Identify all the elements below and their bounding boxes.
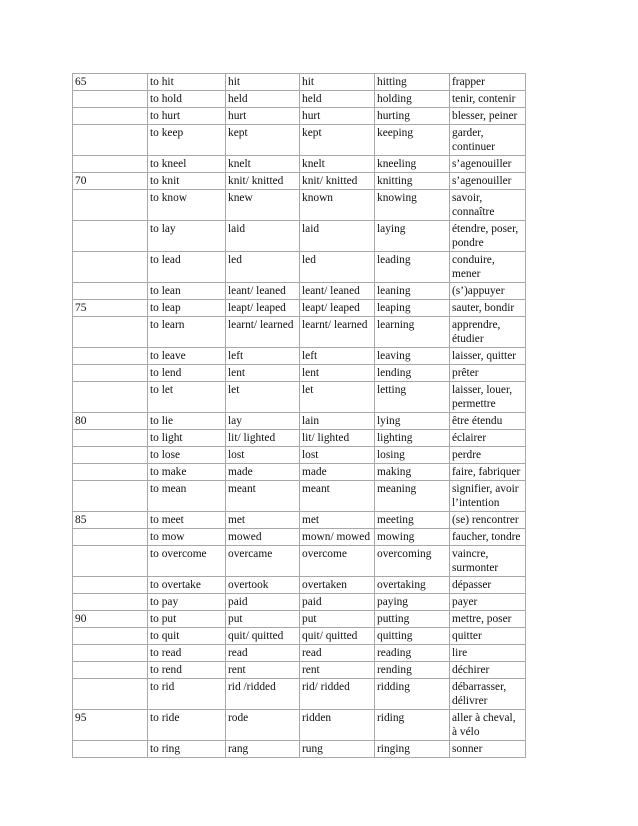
infinitive-cell: to light bbox=[148, 430, 226, 447]
table-row bbox=[73, 710, 526, 741]
present-participle-cell: meeting bbox=[375, 512, 450, 529]
past-participle-cell: read bbox=[300, 645, 375, 662]
infinitive-cell: to lay bbox=[148, 221, 226, 252]
past-participle-cell: left bbox=[300, 348, 375, 365]
table-row bbox=[73, 679, 526, 710]
infinitive-cell: to know bbox=[148, 190, 226, 221]
present-participle-cell: mowing bbox=[375, 529, 450, 546]
table-row bbox=[73, 447, 526, 464]
french-translation-cell: aller à cheval, à vélo bbox=[450, 710, 526, 741]
past-tense-cell: led bbox=[226, 252, 300, 283]
present-participle-cell: quitting bbox=[375, 628, 450, 645]
past-tense-cell: knit/ knitted bbox=[226, 173, 300, 190]
infinitive-cell: to put bbox=[148, 611, 226, 628]
french-translation-cell: mettre, poser bbox=[450, 611, 526, 628]
past-tense-cell: overtook bbox=[226, 577, 300, 594]
present-participle-cell: overcoming bbox=[375, 546, 450, 577]
infinitive-cell: to knit bbox=[148, 173, 226, 190]
infinitive-cell: to kneel bbox=[148, 156, 226, 173]
infinitive-cell: to read bbox=[148, 645, 226, 662]
table-row bbox=[73, 529, 526, 546]
table-row bbox=[73, 430, 526, 447]
present-participle-cell: losing bbox=[375, 447, 450, 464]
present-participle-cell: paying bbox=[375, 594, 450, 611]
row-number-cell bbox=[73, 190, 148, 221]
present-participle-cell: ringing bbox=[375, 741, 450, 758]
row-number-cell bbox=[73, 481, 148, 512]
past-tense-cell: leant/ leaned bbox=[226, 283, 300, 300]
row-number-cell bbox=[73, 546, 148, 577]
table-row bbox=[73, 464, 526, 481]
french-translation-cell: sonner bbox=[450, 741, 526, 758]
past-participle-cell: put bbox=[300, 611, 375, 628]
past-participle-cell: rung bbox=[300, 741, 375, 758]
row-number-cell bbox=[73, 382, 148, 413]
present-participle-cell: reading bbox=[375, 645, 450, 662]
past-participle-cell: lent bbox=[300, 365, 375, 382]
past-tense-cell: quit/ quitted bbox=[226, 628, 300, 645]
infinitive-cell: to hold bbox=[148, 91, 226, 108]
french-translation-cell: blesser, peiner bbox=[450, 108, 526, 125]
past-tense-cell: made bbox=[226, 464, 300, 481]
table-row bbox=[73, 512, 526, 529]
row-number-cell: 80 bbox=[73, 413, 148, 430]
row-number-cell: 75 bbox=[73, 300, 148, 317]
infinitive-cell: to overtake bbox=[148, 577, 226, 594]
row-number-cell: 90 bbox=[73, 611, 148, 628]
french-translation-cell: s’agenouiller bbox=[450, 156, 526, 173]
french-translation-cell: étendre, poser, pondre bbox=[450, 221, 526, 252]
present-participle-cell: kneeling bbox=[375, 156, 450, 173]
past-participle-cell: held bbox=[300, 91, 375, 108]
table-row bbox=[73, 365, 526, 382]
present-participle-cell: knitting bbox=[375, 173, 450, 190]
present-participle-cell: making bbox=[375, 464, 450, 481]
past-participle-cell: paid bbox=[300, 594, 375, 611]
table-row bbox=[73, 74, 526, 91]
row-number-cell bbox=[73, 464, 148, 481]
present-participle-cell: leaping bbox=[375, 300, 450, 317]
past-tense-cell: met bbox=[226, 512, 300, 529]
row-number-cell bbox=[73, 317, 148, 348]
infinitive-cell: to ring bbox=[148, 741, 226, 758]
table-row bbox=[73, 413, 526, 430]
present-participle-cell: lending bbox=[375, 365, 450, 382]
past-tense-cell: rid /ridded bbox=[226, 679, 300, 710]
infinitive-cell: to keep bbox=[148, 125, 226, 156]
present-participle-cell: leading bbox=[375, 252, 450, 283]
table-row bbox=[73, 611, 526, 628]
table-row bbox=[73, 382, 526, 413]
row-number-cell bbox=[73, 125, 148, 156]
french-translation-cell: faucher, tondre bbox=[450, 529, 526, 546]
row-number-cell bbox=[73, 283, 148, 300]
table-row bbox=[73, 300, 526, 317]
french-translation-cell: tenir, contenir bbox=[450, 91, 526, 108]
past-tense-cell: hit bbox=[226, 74, 300, 91]
past-participle-cell: hurt bbox=[300, 108, 375, 125]
table-row bbox=[73, 190, 526, 221]
table-row bbox=[73, 108, 526, 125]
table-row bbox=[73, 283, 526, 300]
infinitive-cell: to meet bbox=[148, 512, 226, 529]
past-tense-cell: lent bbox=[226, 365, 300, 382]
present-participle-cell: overtaking bbox=[375, 577, 450, 594]
row-number-cell bbox=[73, 365, 148, 382]
past-tense-cell: lay bbox=[226, 413, 300, 430]
table-row bbox=[73, 252, 526, 283]
row-number-cell bbox=[73, 221, 148, 252]
french-translation-cell: apprendre, étudier bbox=[450, 317, 526, 348]
infinitive-cell: to let bbox=[148, 382, 226, 413]
row-number-cell: 85 bbox=[73, 512, 148, 529]
french-translation-cell: (s’)appuyer bbox=[450, 283, 526, 300]
past-participle-cell: quit/ quitted bbox=[300, 628, 375, 645]
table-row bbox=[73, 125, 526, 156]
past-participle-cell: met bbox=[300, 512, 375, 529]
infinitive-cell: to pay bbox=[148, 594, 226, 611]
row-number-cell bbox=[73, 91, 148, 108]
past-tense-cell: lit/ lighted bbox=[226, 430, 300, 447]
french-translation-cell: sauter, bondir bbox=[450, 300, 526, 317]
present-participle-cell: ridding bbox=[375, 679, 450, 710]
infinitive-cell: to rid bbox=[148, 679, 226, 710]
present-participle-cell: hitting bbox=[375, 74, 450, 91]
french-translation-cell: savoir, connaître bbox=[450, 190, 526, 221]
present-participle-cell: letting bbox=[375, 382, 450, 413]
past-participle-cell: lain bbox=[300, 413, 375, 430]
french-translation-cell: laisser, quitter bbox=[450, 348, 526, 365]
row-number-cell: 70 bbox=[73, 173, 148, 190]
table-row bbox=[73, 91, 526, 108]
table-row bbox=[73, 546, 526, 577]
present-participle-cell: meaning bbox=[375, 481, 450, 512]
row-number-cell bbox=[73, 741, 148, 758]
table-row bbox=[73, 156, 526, 173]
french-translation-cell: faire, fabriquer bbox=[450, 464, 526, 481]
row-number-cell bbox=[73, 252, 148, 283]
present-participle-cell: lighting bbox=[375, 430, 450, 447]
table-row bbox=[73, 628, 526, 645]
past-tense-cell: paid bbox=[226, 594, 300, 611]
past-participle-cell: overcome bbox=[300, 546, 375, 577]
infinitive-cell: to overcome bbox=[148, 546, 226, 577]
table-row bbox=[73, 348, 526, 365]
french-translation-cell: laisser, louer, permettre bbox=[450, 382, 526, 413]
french-translation-cell: (se) rencontrer bbox=[450, 512, 526, 529]
infinitive-cell: to rend bbox=[148, 662, 226, 679]
past-participle-cell: known bbox=[300, 190, 375, 221]
past-participle-cell: leant/ leaned bbox=[300, 283, 375, 300]
past-tense-cell: rode bbox=[226, 710, 300, 741]
past-tense-cell: mowed bbox=[226, 529, 300, 546]
past-tense-cell: rent bbox=[226, 662, 300, 679]
past-tense-cell: learnt/ learned bbox=[226, 317, 300, 348]
infinitive-cell: to hit bbox=[148, 74, 226, 91]
present-participle-cell: lying bbox=[375, 413, 450, 430]
present-participle-cell: learning bbox=[375, 317, 450, 348]
row-number-cell bbox=[73, 430, 148, 447]
past-tense-cell: knew bbox=[226, 190, 300, 221]
past-participle-cell: knit/ knitted bbox=[300, 173, 375, 190]
present-participle-cell: leaving bbox=[375, 348, 450, 365]
row-number-cell bbox=[73, 679, 148, 710]
french-translation-cell: débarrasser, délivrer bbox=[450, 679, 526, 710]
table-row bbox=[73, 662, 526, 679]
french-translation-cell: perdre bbox=[450, 447, 526, 464]
past-participle-cell: rid/ ridded bbox=[300, 679, 375, 710]
past-participle-cell: knelt bbox=[300, 156, 375, 173]
table-row bbox=[73, 645, 526, 662]
french-translation-cell: signifier, avoir l’intention bbox=[450, 481, 526, 512]
past-participle-cell: lit/ lighted bbox=[300, 430, 375, 447]
past-participle-cell: hit bbox=[300, 74, 375, 91]
past-tense-cell: lost bbox=[226, 447, 300, 464]
present-participle-cell: holding bbox=[375, 91, 450, 108]
infinitive-cell: to quit bbox=[148, 628, 226, 645]
french-translation-cell: payer bbox=[450, 594, 526, 611]
past-participle-cell: overtaken bbox=[300, 577, 375, 594]
infinitive-cell: to mow bbox=[148, 529, 226, 546]
french-translation-cell: frapper bbox=[450, 74, 526, 91]
row-number-cell bbox=[73, 348, 148, 365]
past-tense-cell: rang bbox=[226, 741, 300, 758]
table-row bbox=[73, 173, 526, 190]
row-number-cell bbox=[73, 108, 148, 125]
past-tense-cell: kept bbox=[226, 125, 300, 156]
past-participle-cell: rent bbox=[300, 662, 375, 679]
row-number-cell bbox=[73, 529, 148, 546]
present-participle-cell: putting bbox=[375, 611, 450, 628]
table-row bbox=[73, 317, 526, 348]
past-participle-cell: learnt/ learned bbox=[300, 317, 375, 348]
present-participle-cell: keeping bbox=[375, 125, 450, 156]
row-number-cell bbox=[73, 594, 148, 611]
infinitive-cell: to hurt bbox=[148, 108, 226, 125]
past-tense-cell: meant bbox=[226, 481, 300, 512]
past-tense-cell: read bbox=[226, 645, 300, 662]
french-translation-cell: garder, continuer bbox=[450, 125, 526, 156]
french-translation-cell: vaincre, surmonter bbox=[450, 546, 526, 577]
past-tense-cell: let bbox=[226, 382, 300, 413]
table-row bbox=[73, 577, 526, 594]
infinitive-cell: to lose bbox=[148, 447, 226, 464]
past-tense-cell: hurt bbox=[226, 108, 300, 125]
french-translation-cell: déchirer bbox=[450, 662, 526, 679]
infinitive-cell: to learn bbox=[148, 317, 226, 348]
past-participle-cell: kept bbox=[300, 125, 375, 156]
french-translation-cell: éclairer bbox=[450, 430, 526, 447]
past-participle-cell: meant bbox=[300, 481, 375, 512]
past-tense-cell: left bbox=[226, 348, 300, 365]
infinitive-cell: to make bbox=[148, 464, 226, 481]
row-number-cell: 95 bbox=[73, 710, 148, 741]
past-tense-cell: overcame bbox=[226, 546, 300, 577]
table-row bbox=[73, 594, 526, 611]
past-tense-cell: put bbox=[226, 611, 300, 628]
row-number-cell bbox=[73, 628, 148, 645]
infinitive-cell: to leap bbox=[148, 300, 226, 317]
infinitive-cell: to ride bbox=[148, 710, 226, 741]
infinitive-cell: to lead bbox=[148, 252, 226, 283]
present-participle-cell: hurting bbox=[375, 108, 450, 125]
french-translation-cell: s’agenouiller bbox=[450, 173, 526, 190]
past-participle-cell: mown/ mowed bbox=[300, 529, 375, 546]
row-number-cell bbox=[73, 577, 148, 594]
table-row bbox=[73, 741, 526, 758]
row-number-cell bbox=[73, 662, 148, 679]
past-tense-cell: leapt/ leaped bbox=[226, 300, 300, 317]
table-row bbox=[73, 481, 526, 512]
past-tense-cell: held bbox=[226, 91, 300, 108]
present-participle-cell: knowing bbox=[375, 190, 450, 221]
verb-table-body bbox=[73, 74, 526, 758]
past-participle-cell: made bbox=[300, 464, 375, 481]
past-participle-cell: lost bbox=[300, 447, 375, 464]
present-participle-cell: riding bbox=[375, 710, 450, 741]
french-translation-cell: être étendu bbox=[450, 413, 526, 430]
past-participle-cell: laid bbox=[300, 221, 375, 252]
row-number-cell bbox=[73, 645, 148, 662]
french-translation-cell: quitter bbox=[450, 628, 526, 645]
infinitive-cell: to lie bbox=[148, 413, 226, 430]
row-number-cell bbox=[73, 156, 148, 173]
row-number-cell bbox=[73, 447, 148, 464]
infinitive-cell: to lean bbox=[148, 283, 226, 300]
french-translation-cell: prêter bbox=[450, 365, 526, 382]
irregular-verbs-table bbox=[72, 73, 526, 758]
french-translation-cell: conduire, mener bbox=[450, 252, 526, 283]
past-participle-cell: led bbox=[300, 252, 375, 283]
past-participle-cell: ridden bbox=[300, 710, 375, 741]
past-tense-cell: laid bbox=[226, 221, 300, 252]
past-participle-cell: let bbox=[300, 382, 375, 413]
present-participle-cell: leaning bbox=[375, 283, 450, 300]
present-participle-cell: rending bbox=[375, 662, 450, 679]
infinitive-cell: to lend bbox=[148, 365, 226, 382]
table-row bbox=[73, 221, 526, 252]
past-participle-cell: leapt/ leaped bbox=[300, 300, 375, 317]
french-translation-cell: lire bbox=[450, 645, 526, 662]
present-participle-cell: laying bbox=[375, 221, 450, 252]
past-tense-cell: knelt bbox=[226, 156, 300, 173]
infinitive-cell: to leave bbox=[148, 348, 226, 365]
row-number-cell: 65 bbox=[73, 74, 148, 91]
french-translation-cell: dépasser bbox=[450, 577, 526, 594]
infinitive-cell: to mean bbox=[148, 481, 226, 512]
